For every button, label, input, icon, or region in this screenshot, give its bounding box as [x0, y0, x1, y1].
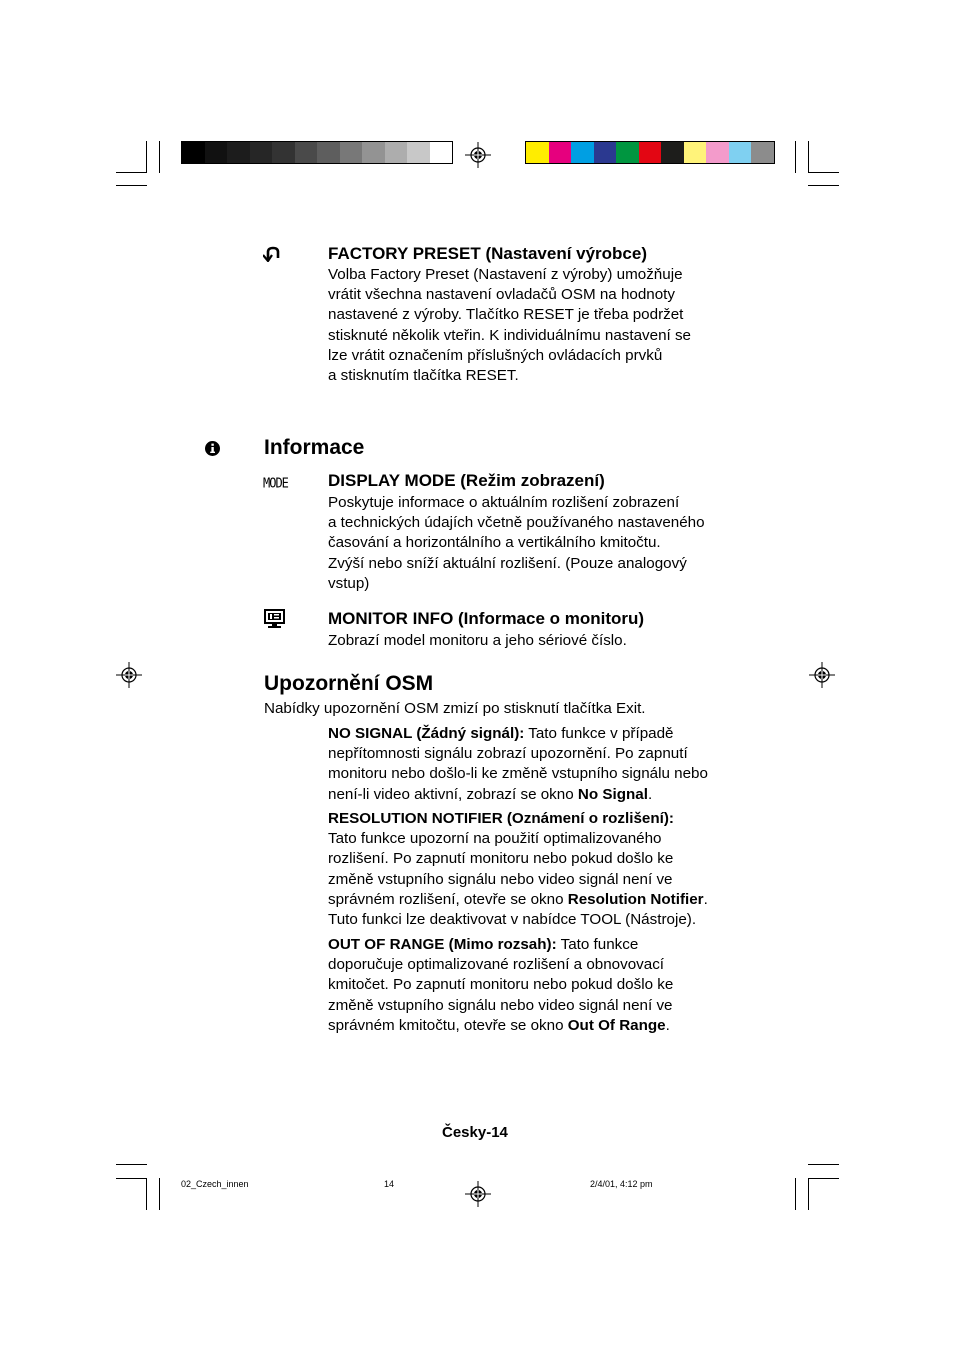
crop-mark	[116, 1164, 147, 1165]
monitor-info-heading: MONITOR INFO (Informace o monitoru)	[328, 609, 645, 628]
color-swatch	[684, 142, 707, 163]
no-signal-label: NO SIGNAL (Žádný signál):	[328, 725, 525, 742]
display-mode-text	[328, 493, 705, 594]
text-line: nastavené z výroby. Tlačítko RESET je třeba podržet	[328, 306, 684, 324]
color-swatch	[317, 142, 340, 163]
crop-mark	[116, 1178, 147, 1179]
text-line: lze vrátit označením příslušných ovládacích prvků	[328, 346, 663, 364]
crop-mark	[146, 141, 147, 173]
text-line: Tuto funkci lze deaktivovat v nabídce TOOL (Nástroje).	[328, 911, 697, 929]
color-swatch	[205, 142, 228, 163]
reset-arrow-icon	[263, 246, 283, 262]
color-swatch	[549, 142, 572, 163]
text-span: správném kmitočtu, otevře se okno	[328, 1016, 568, 1034]
resolution-notifier-window-name: Resolution Notifier	[567, 890, 704, 908]
monitor-icon	[264, 609, 285, 629]
mode-icon: MODE	[263, 475, 288, 491]
crop-mark	[795, 141, 796, 173]
upozorneni-intro: Nabídky upozornění OSM zmizí po stisknutí tlačítka Exit.	[264, 700, 646, 717]
out-of-range-window-name: Out Of Range	[567, 1016, 666, 1034]
text-line: Zvýší nebo sníží aktuální rozlišení. (Pouze analogový	[328, 554, 687, 572]
text-line: Tato funkce upozorní na použití optimalizovaného	[328, 830, 662, 848]
section-title-informace: Informace	[264, 436, 365, 459]
text-span: .	[703, 890, 708, 908]
color-swatch	[340, 142, 363, 163]
monitor-info-text	[328, 631, 627, 651]
crop-mark	[116, 172, 147, 173]
text-line: Poskytuje informace o aktuálním rozlišení zobrazení	[328, 494, 680, 511]
section-title-upozorneni: Upozornění OSM	[264, 672, 434, 695]
text-line: změně vstupního signálu nebo video signál není ve	[328, 996, 673, 1014]
text-span: správném rozlišení, otevře se okno	[328, 890, 568, 908]
factory-preset-heading: FACTORY PRESET (Nastavení výrobce)	[328, 244, 648, 263]
crop-mark	[808, 141, 809, 173]
display-mode-heading: DISPLAY MODE (Režim zobrazení)	[328, 471, 605, 490]
color-swatch	[706, 142, 729, 163]
page-number: Česky-14	[442, 1124, 508, 1141]
color-swatch	[729, 142, 752, 163]
color-swatch	[661, 142, 684, 163]
crop-mark	[159, 141, 160, 173]
no-signal-window-name: No Signal	[577, 785, 648, 803]
color-swatch	[526, 142, 549, 163]
crop-mark	[808, 1164, 839, 1165]
crop-mark	[808, 1178, 809, 1210]
text-line: rozlišení. Po zapnutí monitoru nebo pokud došlo ke	[328, 850, 674, 868]
registration-mark-icon	[116, 662, 142, 688]
color-swatch	[182, 142, 205, 163]
registration-mark-icon	[465, 1181, 491, 1207]
crop-mark	[795, 1178, 796, 1210]
color-swatch	[594, 142, 617, 163]
color-swatch	[385, 142, 408, 163]
slug-page: 14	[384, 1179, 395, 1189]
color-swatch	[616, 142, 639, 163]
text-span: .	[647, 785, 653, 803]
text-span: není-li video aktivní, zobrazí se okno	[328, 785, 578, 803]
factory-preset-text	[328, 265, 691, 386]
crop-mark	[808, 1178, 839, 1179]
out-of-range-paragraph	[328, 935, 673, 1036]
crop-mark	[808, 172, 839, 173]
registration-mark-icon	[809, 662, 835, 688]
crop-mark	[116, 185, 147, 186]
color-swatch	[272, 142, 295, 163]
slug-date: 2/4/01, 4:12 pm	[590, 1179, 653, 1189]
color-swatch	[407, 142, 430, 163]
no-signal-paragraph	[328, 724, 708, 805]
color-swatch	[571, 142, 594, 163]
text-line: vstup)	[328, 574, 370, 592]
text-line: Volba Factory Preset (Nastavení z výroby) umožňuje	[328, 266, 683, 283]
text-line: Zobrazí model monitoru a jeho sériové číslo.	[328, 632, 627, 649]
text-line: změně vstupního signálu nebo video signál není ve	[328, 870, 673, 888]
text-line: kmitočet. Po zapnutí monitoru nebo pokud došlo ke	[328, 976, 674, 994]
resolution-notifier-label: RESOLUTION NOTIFIER (Oznámení o rozlišení):	[328, 810, 674, 827]
color-swatch	[362, 142, 385, 163]
text-line: nepřítomnosti signálu zobrazí upozornění. Po zapnutí	[328, 745, 688, 763]
text-line: a technických údajích včetně používaného nastaveného	[328, 514, 705, 532]
color-swatch	[250, 142, 273, 163]
slug-file: 02_Czech_innen	[181, 1179, 249, 1189]
text-line: stisknuté několik vteřin. K individuálnímu nastavení se	[328, 326, 692, 344]
color-swatch	[639, 142, 662, 163]
color-swatch	[430, 142, 453, 163]
registration-mark-icon	[465, 142, 491, 168]
text-line: a stisknutím tlačítka RESET.	[328, 367, 519, 385]
text-span: .	[665, 1016, 670, 1034]
crop-mark	[159, 1178, 160, 1210]
crop-mark	[146, 1178, 147, 1210]
color-swatch	[227, 142, 250, 163]
text-line: doporučuje optimalizované rozlišení a obnovovací	[328, 956, 665, 974]
crop-mark	[808, 185, 839, 186]
text-line: časování a horizontálního a vertikálního kmitočtu.	[328, 534, 661, 552]
text-span: Tato funkce	[556, 936, 639, 953]
out-of-range-label: OUT OF RANGE (Mimo rozsah):	[328, 936, 557, 953]
grayscale-bar	[181, 141, 453, 164]
resolution-notifier-paragraph	[328, 809, 708, 930]
text-span: Tato funkce v případě	[524, 725, 674, 742]
color-swatch	[295, 142, 318, 163]
text-line: vrátit všechna nastavení ovladačů OSM na hodnoty	[328, 286, 675, 304]
color-bar	[525, 141, 775, 164]
color-swatch	[751, 142, 774, 163]
info-icon	[205, 441, 220, 456]
text-line: monitoru nebo došlo-li ke změně vstupního signálu nebo	[328, 765, 708, 783]
